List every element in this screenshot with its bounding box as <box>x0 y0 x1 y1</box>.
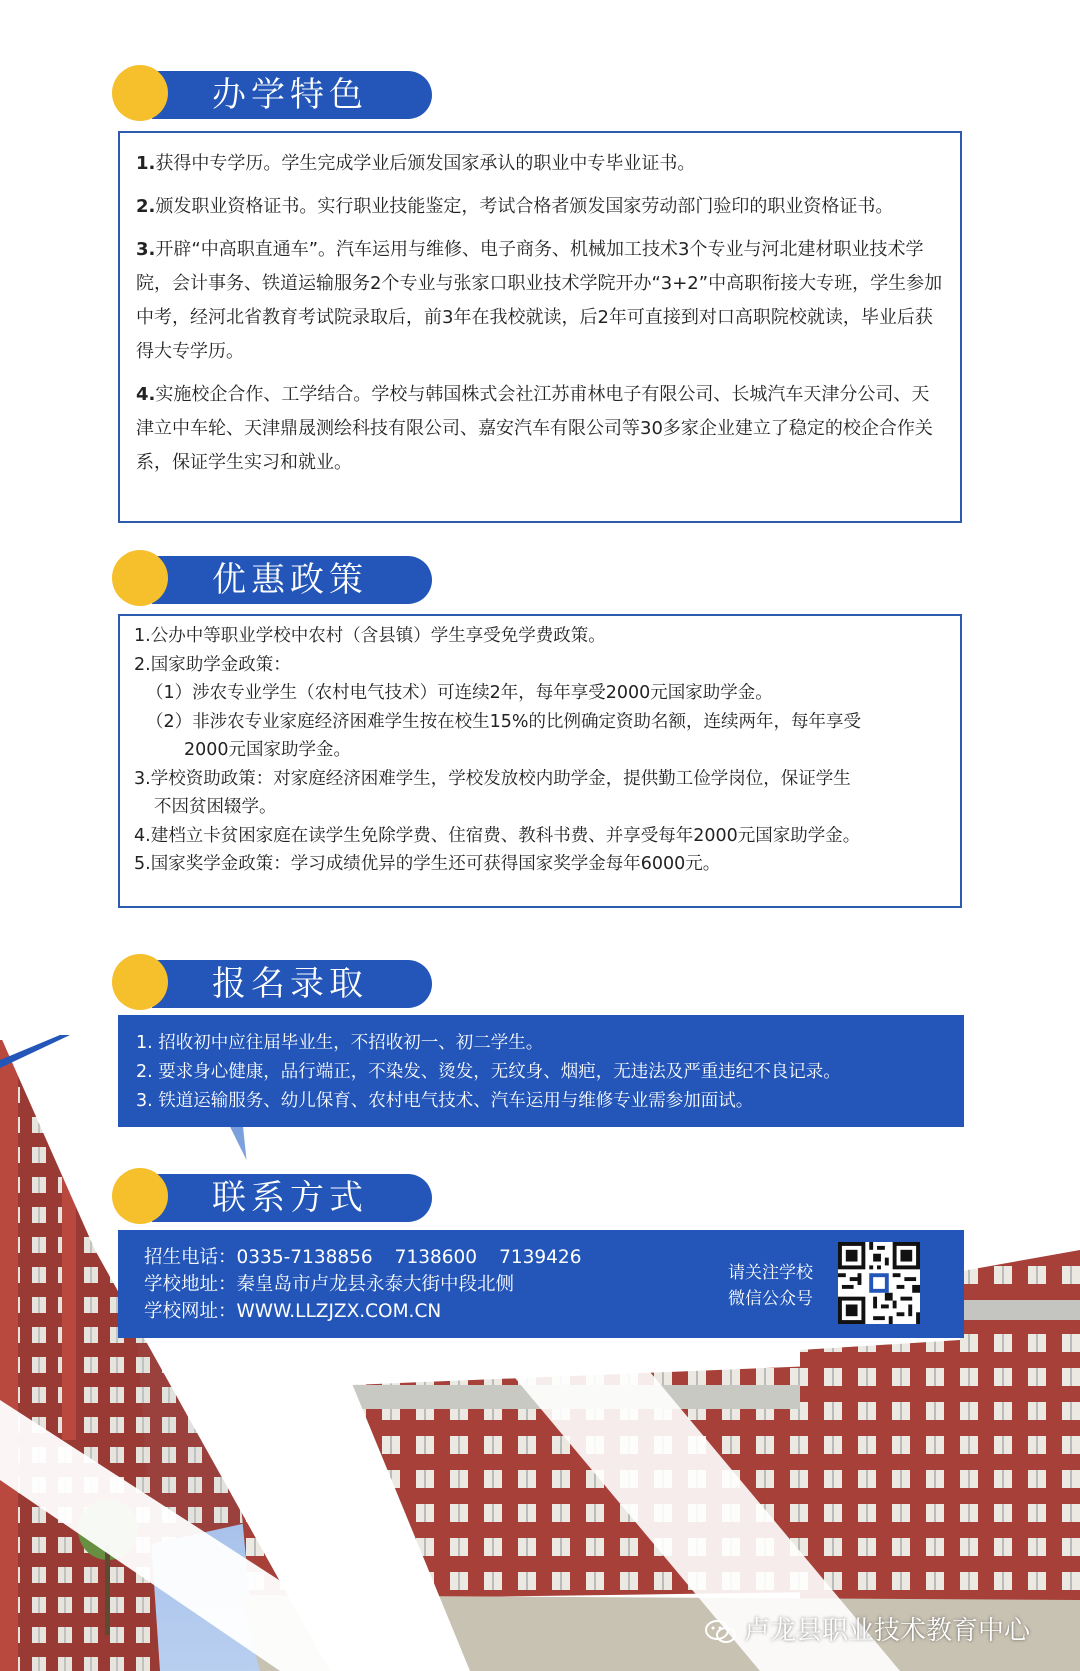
follow-wechat-text <box>728 1260 813 1312</box>
feature-item: 4.实施校企合作、工学结合。学校与韩国株式会社江苏甫林电子有限公司、长城汽车天津分公司、天津立中车轮、天津鼎晟测绘科技有限公司、嘉安汽车有限公司等30多家企业建立了稳定的校企合作关系，保证学生实习和就业。 <box>136 384 933 473</box>
wechat-watermark <box>704 1614 1030 1648</box>
section-header-features <box>112 63 432 121</box>
phone-number[interactable]: 0335-7138856 <box>236 1247 373 1268</box>
phone-number[interactable]: 7138600 <box>394 1247 478 1268</box>
contact-band <box>118 1230 964 1338</box>
policy-line: 不因贫困辍学。 <box>154 797 277 817</box>
section-title: 报名录取 <box>212 964 368 1004</box>
yellow-circle-icon <box>112 954 168 1010</box>
policy-line: 4.建档立卡贫困家庭在读学生免除学费、住宿费、教科书费、并享受每年2000元国家助学金。 <box>134 825 861 846</box>
section-header-policy <box>112 548 432 606</box>
website-link[interactable]: WWW.LLZJZX.COM.CN <box>236 1301 442 1322</box>
enroll-line: 3. 铁道运输服务、幼儿保育、农村电气技术、汽车运用与维修专业需参加面试。 <box>136 1091 754 1111</box>
follow-line: 微信公众号 <box>728 1289 813 1309</box>
enroll-line: 1. 招收初中应往届毕业生，不招收初一、初二学生。 <box>136 1033 544 1053</box>
phone-label: 招生电话： <box>144 1247 237 1268</box>
enroll-line: 2. 要求身心健康，品行端正，不染发、烫发，无纹身、烟疤，无违法及严重违纪不良记录。 <box>136 1062 841 1082</box>
section-header-contact <box>112 1166 432 1224</box>
section-title: 优惠政策 <box>212 560 368 600</box>
feature-item: 2.颁发职业资格证书。实行职业技能鉴定，考试合格者颁发国家劳动部门验印的职业资格证书。 <box>136 196 894 217</box>
follow-line: 请关注学校 <box>728 1263 813 1283</box>
policy-line: （2）非涉农专业家庭经济困难学生按在校生15%的比例确定资助名额，连续两年，每年享受 <box>146 711 862 732</box>
website-label: 学校网址： <box>144 1301 237 1322</box>
yellow-circle-icon <box>112 550 168 606</box>
section-title: 办学特色 <box>212 75 368 115</box>
qr-code-icon[interactable] <box>838 1242 920 1324</box>
feature-item: 3.开辟“中高职直通车”。汽车运用与维修、电子商务、机械加工技术3个专业与河北建材职业技术学院，会计事务、铁道运输服务2个专业与张家口职业技术学院开办“3+2”中高职衔接大专班，学生参加中考，经河北省教育考试院录取后，前3年在我校就读，后2年可直接到对口高职院校就读，毕业后获得大专学历。 <box>136 239 943 362</box>
phone-number[interactable]: 7139426 <box>499 1247 582 1268</box>
policy-line: 3.学校资助政策：对家庭经济困难学生，学校发放校内助学金，提供勤工俭学岗位，保证学生 <box>134 768 851 789</box>
wechat-icon <box>704 1618 738 1646</box>
features-box <box>118 131 962 523</box>
address-value: 秦皇岛市卢龙县永泰大街中段北侧 <box>236 1274 515 1295</box>
section-title: 联系方式 <box>212 1178 368 1218</box>
policy-line: 2000元国家助学金。 <box>184 740 352 760</box>
yellow-circle-icon <box>112 1168 168 1224</box>
policy-line: 1.公办中等职业学校中农村（含县镇）学生享受免学费政策。 <box>134 626 606 646</box>
policy-line: 5.国家奖学金政策：学习成绩优异的学生还可获得国家奖学金每年6000元。 <box>134 854 721 874</box>
address-label: 学校地址： <box>144 1274 237 1295</box>
yellow-circle-icon <box>112 65 168 121</box>
feature-item: 1.获得中专学历。学生完成学业后颁发国家承认的职业中专毕业证书。 <box>136 153 696 174</box>
policy-line: （1）涉农专业学生（农村电气技术）可连续2年，每年享受2000元国家助学金。 <box>146 683 773 703</box>
section-header-enroll <box>112 952 432 1010</box>
enroll-band <box>118 1015 964 1127</box>
watermark-text: 卢龙县职业技术教育中心 <box>744 1616 1031 1646</box>
policy-box <box>118 614 962 908</box>
policy-line: 2.国家助学金政策： <box>134 654 291 675</box>
